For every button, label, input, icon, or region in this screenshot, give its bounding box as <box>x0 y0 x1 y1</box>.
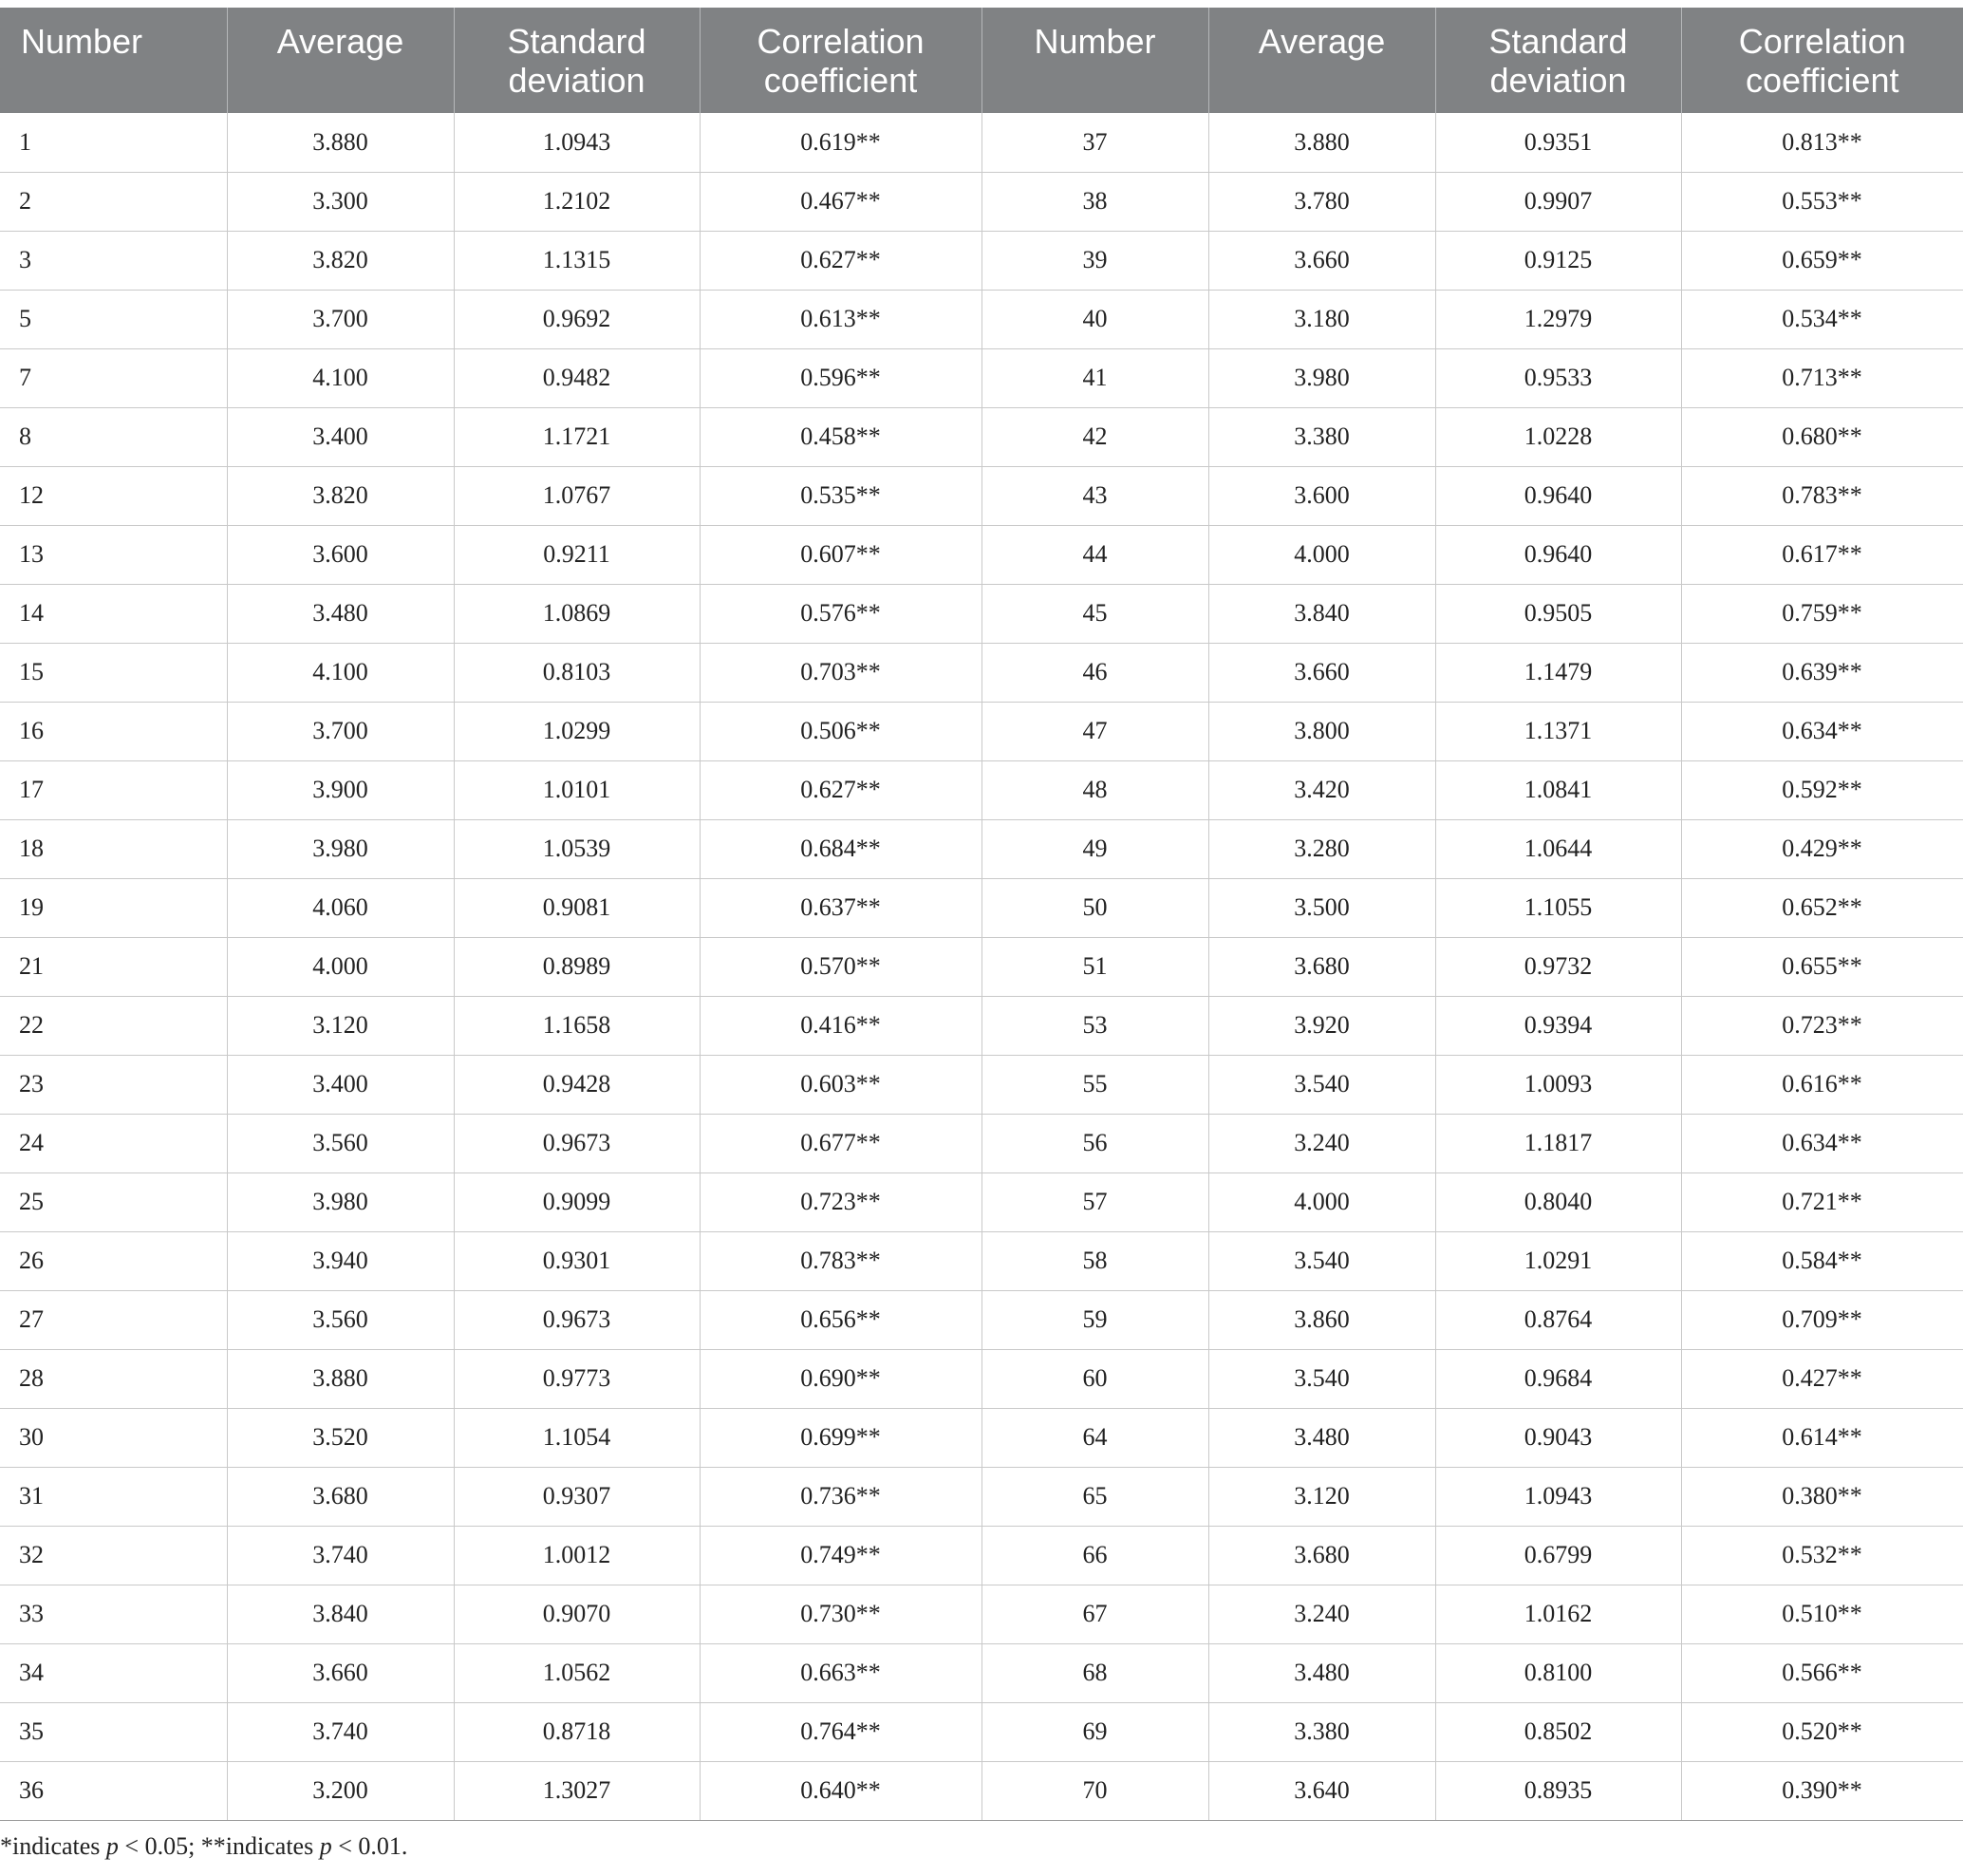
average-cell: 3.800 <box>1208 702 1435 760</box>
table-row <box>0 1467 1963 1526</box>
standard-deviation-cell: 1.1315 <box>454 231 700 290</box>
standard-deviation-cell: 0.9640 <box>1435 525 1681 584</box>
table-row <box>0 348 1963 407</box>
standard-deviation-cell: 0.9773 <box>454 1349 700 1408</box>
average-cell: 3.980 <box>227 1172 454 1231</box>
item-statistics-table <box>0 8 1963 1821</box>
average-cell: 3.120 <box>227 996 454 1055</box>
table-row <box>0 1643 1963 1702</box>
correlation-coefficient-cell: 0.613** <box>700 290 982 348</box>
correlation-coefficient-cell: 0.723** <box>1681 996 1963 1055</box>
number-cell: 27 <box>0 1290 227 1349</box>
average-cell: 3.920 <box>1208 996 1435 1055</box>
standard-deviation-cell: 1.1371 <box>1435 702 1681 760</box>
correlation-coefficient-cell: 0.510** <box>1681 1585 1963 1643</box>
standard-deviation-cell: 1.1721 <box>454 407 700 466</box>
standard-deviation-cell: 1.0291 <box>1435 1231 1681 1290</box>
standard-deviation-cell: 0.9692 <box>454 290 700 348</box>
number-cell: 70 <box>982 1761 1208 1820</box>
table-row <box>0 584 1963 643</box>
average-cell: 3.380 <box>1208 407 1435 466</box>
table-row <box>0 819 1963 878</box>
average-cell: 3.120 <box>1208 1467 1435 1526</box>
standard-deviation-cell: 0.9070 <box>454 1585 700 1643</box>
number-cell: 32 <box>0 1526 227 1585</box>
number-cell: 24 <box>0 1114 227 1172</box>
average-cell: 4.100 <box>227 643 454 702</box>
standard-deviation-cell: 0.8718 <box>454 1702 700 1761</box>
average-cell: 3.240 <box>1208 1114 1435 1172</box>
correlation-coefficient-cell: 0.584** <box>1681 1231 1963 1290</box>
table-row <box>0 231 1963 290</box>
number-cell: 39 <box>982 231 1208 290</box>
number-cell: 48 <box>982 760 1208 819</box>
number-cell: 64 <box>982 1408 1208 1467</box>
average-cell: 3.420 <box>1208 760 1435 819</box>
number-cell: 26 <box>0 1231 227 1290</box>
correlation-coefficient-cell: 0.723** <box>700 1172 982 1231</box>
table-row <box>0 643 1963 702</box>
correlation-coefficient-cell: 0.713** <box>1681 348 1963 407</box>
number-cell: 56 <box>982 1114 1208 1172</box>
correlation-coefficient-cell: 0.596** <box>700 348 982 407</box>
average-cell: 3.820 <box>227 231 454 290</box>
average-cell: 3.660 <box>1208 643 1435 702</box>
average-cell: 4.000 <box>1208 525 1435 584</box>
table-row <box>0 290 1963 348</box>
standard-deviation-cell: 0.9684 <box>1435 1349 1681 1408</box>
number-cell: 47 <box>982 702 1208 760</box>
correlation-coefficient-cell: 0.616** <box>1681 1055 1963 1114</box>
correlation-coefficient-cell: 0.663** <box>700 1643 982 1702</box>
number-cell: 53 <box>982 996 1208 1055</box>
standard-deviation-cell: 1.0644 <box>1435 819 1681 878</box>
standard-deviation-cell: 1.0943 <box>454 113 700 172</box>
average-cell: 3.180 <box>1208 290 1435 348</box>
standard-deviation-cell: 1.0299 <box>454 702 700 760</box>
standard-deviation-cell: 1.2102 <box>454 172 700 231</box>
standard-deviation-cell: 1.0767 <box>454 466 700 525</box>
number-cell: 2 <box>0 172 227 231</box>
table-row <box>0 702 1963 760</box>
table-row <box>0 1408 1963 1467</box>
standard-deviation-cell: 0.9482 <box>454 348 700 407</box>
header-average-left: Average <box>227 8 454 113</box>
correlation-coefficient-cell: 0.570** <box>700 937 982 996</box>
average-cell: 3.880 <box>227 1349 454 1408</box>
standard-deviation-cell: 0.8100 <box>1435 1643 1681 1702</box>
correlation-coefficient-cell: 0.429** <box>1681 819 1963 878</box>
correlation-coefficient-cell: 0.655** <box>1681 937 1963 996</box>
correlation-coefficient-cell: 0.576** <box>700 584 982 643</box>
standard-deviation-cell: 0.9099 <box>454 1172 700 1231</box>
correlation-coefficient-cell: 0.458** <box>700 407 982 466</box>
number-cell: 13 <box>0 525 227 584</box>
correlation-coefficient-cell: 0.783** <box>700 1231 982 1290</box>
number-cell: 33 <box>0 1585 227 1643</box>
standard-deviation-cell: 0.8103 <box>454 643 700 702</box>
table-row <box>0 1702 1963 1761</box>
correlation-coefficient-cell: 0.659** <box>1681 231 1963 290</box>
standard-deviation-cell: 0.9043 <box>1435 1408 1681 1467</box>
average-cell: 3.700 <box>227 290 454 348</box>
average-cell: 3.840 <box>227 1585 454 1643</box>
standard-deviation-cell: 0.9428 <box>454 1055 700 1114</box>
number-cell: 18 <box>0 819 227 878</box>
table-row <box>0 1055 1963 1114</box>
number-cell: 34 <box>0 1643 227 1702</box>
standard-deviation-cell: 1.1479 <box>1435 643 1681 702</box>
header-standard-deviation-left: Standard deviation <box>454 8 700 113</box>
number-cell: 66 <box>982 1526 1208 1585</box>
standard-deviation-cell: 0.9907 <box>1435 172 1681 231</box>
correlation-coefficient-cell: 0.416** <box>700 996 982 1055</box>
header-correlation-coefficient-left: Correlation coefficient <box>700 8 982 113</box>
correlation-coefficient-cell: 0.709** <box>1681 1290 1963 1349</box>
table-row <box>0 996 1963 1055</box>
average-cell: 3.480 <box>1208 1408 1435 1467</box>
standard-deviation-cell: 1.1817 <box>1435 1114 1681 1172</box>
average-cell: 3.880 <box>227 113 454 172</box>
table-row <box>0 760 1963 819</box>
correlation-coefficient-cell: 0.637** <box>700 878 982 937</box>
table-row <box>0 1761 1963 1820</box>
footnote-p-symbol-2: p <box>319 1832 332 1860</box>
table-row <box>0 407 1963 466</box>
number-cell: 21 <box>0 937 227 996</box>
average-cell: 3.640 <box>1208 1761 1435 1820</box>
table-row <box>0 466 1963 525</box>
average-cell: 3.700 <box>227 702 454 760</box>
correlation-coefficient-cell: 0.566** <box>1681 1643 1963 1702</box>
standard-deviation-cell: 0.6799 <box>1435 1526 1681 1585</box>
standard-deviation-cell: 0.9533 <box>1435 348 1681 407</box>
average-cell: 4.100 <box>227 348 454 407</box>
table-row <box>0 878 1963 937</box>
number-cell: 15 <box>0 643 227 702</box>
footnote-p-symbol-1: p <box>105 1832 119 1860</box>
standard-deviation-cell: 1.0943 <box>1435 1467 1681 1526</box>
average-cell: 3.600 <box>1208 466 1435 525</box>
correlation-coefficient-cell: 0.684** <box>700 819 982 878</box>
correlation-coefficient-cell: 0.535** <box>700 466 982 525</box>
average-cell: 3.860 <box>1208 1290 1435 1349</box>
number-cell: 12 <box>0 466 227 525</box>
correlation-coefficient-cell: 0.627** <box>700 760 982 819</box>
correlation-coefficient-cell: 0.617** <box>1681 525 1963 584</box>
correlation-coefficient-cell: 0.520** <box>1681 1702 1963 1761</box>
number-cell: 31 <box>0 1467 227 1526</box>
number-cell: 36 <box>0 1761 227 1820</box>
correlation-coefficient-cell: 0.532** <box>1681 1526 1963 1585</box>
correlation-coefficient-cell: 0.506** <box>700 702 982 760</box>
standard-deviation-cell: 0.9211 <box>454 525 700 584</box>
number-cell: 19 <box>0 878 227 937</box>
correlation-coefficient-cell: 0.467** <box>700 172 982 231</box>
number-cell: 44 <box>982 525 1208 584</box>
standard-deviation-cell: 0.9732 <box>1435 937 1681 996</box>
average-cell: 3.380 <box>1208 1702 1435 1761</box>
number-cell: 58 <box>982 1231 1208 1290</box>
correlation-coefficient-cell: 0.736** <box>700 1467 982 1526</box>
correlation-coefficient-cell: 0.534** <box>1681 290 1963 348</box>
standard-deviation-cell: 1.1658 <box>454 996 700 1055</box>
standard-deviation-cell: 0.9640 <box>1435 466 1681 525</box>
number-cell: 7 <box>0 348 227 407</box>
table-body <box>0 113 1963 1820</box>
number-cell: 14 <box>0 584 227 643</box>
correlation-coefficient-cell: 0.592** <box>1681 760 1963 819</box>
correlation-coefficient-cell: 0.380** <box>1681 1467 1963 1526</box>
table-row <box>0 1349 1963 1408</box>
table-row <box>0 1231 1963 1290</box>
standard-deviation-cell: 1.0841 <box>1435 760 1681 819</box>
footnote-text-3: < 0.01. <box>331 1832 408 1860</box>
standard-deviation-cell: 0.9301 <box>454 1231 700 1290</box>
standard-deviation-cell: 1.0162 <box>1435 1585 1681 1643</box>
table-row <box>0 525 1963 584</box>
table-footnote <box>0 1832 407 1861</box>
table-header <box>0 8 1963 113</box>
correlation-coefficient-cell: 0.656** <box>700 1290 982 1349</box>
standard-deviation-cell: 0.9081 <box>454 878 700 937</box>
header-row <box>0 8 1963 113</box>
correlation-coefficient-cell: 0.699** <box>700 1408 982 1467</box>
number-cell: 51 <box>982 937 1208 996</box>
number-cell: 16 <box>0 702 227 760</box>
average-cell: 3.480 <box>1208 1643 1435 1702</box>
average-cell: 3.540 <box>1208 1349 1435 1408</box>
average-cell: 3.780 <box>1208 172 1435 231</box>
average-cell: 3.240 <box>1208 1585 1435 1643</box>
standard-deviation-cell: 0.8764 <box>1435 1290 1681 1349</box>
standard-deviation-cell: 1.3027 <box>454 1761 700 1820</box>
number-cell: 5 <box>0 290 227 348</box>
average-cell: 3.560 <box>227 1114 454 1172</box>
number-cell: 25 <box>0 1172 227 1231</box>
standard-deviation-cell: 1.0539 <box>454 819 700 878</box>
correlation-coefficient-cell: 0.690** <box>700 1349 982 1408</box>
footnote-text-2: < 0.05; **indicates <box>118 1832 320 1860</box>
number-cell: 55 <box>982 1055 1208 1114</box>
correlation-coefficient-cell: 0.640** <box>700 1761 982 1820</box>
number-cell: 8 <box>0 407 227 466</box>
correlation-coefficient-cell: 0.677** <box>700 1114 982 1172</box>
header-correlation-coefficient-right: Correlation coefficient <box>1681 8 1963 113</box>
average-cell: 3.840 <box>1208 584 1435 643</box>
correlation-coefficient-cell: 0.721** <box>1681 1172 1963 1231</box>
number-cell: 23 <box>0 1055 227 1114</box>
number-cell: 17 <box>0 760 227 819</box>
number-cell: 1 <box>0 113 227 172</box>
average-cell: 3.980 <box>227 819 454 878</box>
header-average-right: Average <box>1208 8 1435 113</box>
table-row <box>0 1172 1963 1231</box>
average-cell: 3.300 <box>227 172 454 231</box>
statistics-table-container <box>0 8 1963 1821</box>
correlation-coefficient-cell: 0.390** <box>1681 1761 1963 1820</box>
footnote-text-1: *indicates <box>0 1832 106 1860</box>
number-cell: 43 <box>982 466 1208 525</box>
average-cell: 3.520 <box>227 1408 454 1467</box>
header-number-right: Number <box>982 8 1208 113</box>
number-cell: 60 <box>982 1349 1208 1408</box>
average-cell: 3.500 <box>1208 878 1435 937</box>
number-cell: 69 <box>982 1702 1208 1761</box>
correlation-coefficient-cell: 0.703** <box>700 643 982 702</box>
table-row <box>0 1526 1963 1585</box>
number-cell: 35 <box>0 1702 227 1761</box>
number-cell: 68 <box>982 1643 1208 1702</box>
correlation-coefficient-cell: 0.427** <box>1681 1349 1963 1408</box>
number-cell: 40 <box>982 290 1208 348</box>
standard-deviation-cell: 1.0012 <box>454 1526 700 1585</box>
header-number-left: Number <box>0 8 227 113</box>
standard-deviation-cell: 0.9307 <box>454 1467 700 1526</box>
number-cell: 3 <box>0 231 227 290</box>
number-cell: 65 <box>982 1467 1208 1526</box>
standard-deviation-cell: 1.2979 <box>1435 290 1681 348</box>
correlation-coefficient-cell: 0.730** <box>700 1585 982 1643</box>
standard-deviation-cell: 0.9351 <box>1435 113 1681 172</box>
header-standard-deviation-right: Standard deviation <box>1435 8 1681 113</box>
average-cell: 3.980 <box>1208 348 1435 407</box>
correlation-coefficient-cell: 0.680** <box>1681 407 1963 466</box>
standard-deviation-cell: 1.0228 <box>1435 407 1681 466</box>
correlation-coefficient-cell: 0.634** <box>1681 702 1963 760</box>
average-cell: 3.540 <box>1208 1055 1435 1114</box>
number-cell: 59 <box>982 1290 1208 1349</box>
average-cell: 3.940 <box>227 1231 454 1290</box>
correlation-coefficient-cell: 0.627** <box>700 231 982 290</box>
average-cell: 3.740 <box>227 1702 454 1761</box>
average-cell: 3.200 <box>227 1761 454 1820</box>
table-row <box>0 113 1963 172</box>
correlation-coefficient-cell: 0.639** <box>1681 643 1963 702</box>
correlation-coefficient-cell: 0.749** <box>700 1526 982 1585</box>
number-cell: 50 <box>982 878 1208 937</box>
correlation-coefficient-cell: 0.634** <box>1681 1114 1963 1172</box>
average-cell: 4.000 <box>1208 1172 1435 1231</box>
standard-deviation-cell: 1.0869 <box>454 584 700 643</box>
number-cell: 46 <box>982 643 1208 702</box>
standard-deviation-cell: 0.9673 <box>454 1114 700 1172</box>
average-cell: 3.680 <box>227 1467 454 1526</box>
table-row <box>0 172 1963 231</box>
average-cell: 3.900 <box>227 760 454 819</box>
average-cell: 3.600 <box>227 525 454 584</box>
correlation-coefficient-cell: 0.764** <box>700 1702 982 1761</box>
average-cell: 3.660 <box>1208 231 1435 290</box>
average-cell: 3.540 <box>1208 1231 1435 1290</box>
correlation-coefficient-cell: 0.652** <box>1681 878 1963 937</box>
standard-deviation-cell: 0.9505 <box>1435 584 1681 643</box>
average-cell: 3.400 <box>227 1055 454 1114</box>
table-row <box>0 1585 1963 1643</box>
correlation-coefficient-cell: 0.603** <box>700 1055 982 1114</box>
average-cell: 3.740 <box>227 1526 454 1585</box>
number-cell: 30 <box>0 1408 227 1467</box>
number-cell: 49 <box>982 819 1208 878</box>
average-cell: 4.000 <box>227 937 454 996</box>
table-row <box>0 1114 1963 1172</box>
standard-deviation-cell: 0.8989 <box>454 937 700 996</box>
average-cell: 3.280 <box>1208 819 1435 878</box>
number-cell: 41 <box>982 348 1208 407</box>
number-cell: 22 <box>0 996 227 1055</box>
number-cell: 42 <box>982 407 1208 466</box>
standard-deviation-cell: 1.1054 <box>454 1408 700 1467</box>
average-cell: 3.560 <box>227 1290 454 1349</box>
standard-deviation-cell: 0.8040 <box>1435 1172 1681 1231</box>
number-cell: 38 <box>982 172 1208 231</box>
standard-deviation-cell: 0.9673 <box>454 1290 700 1349</box>
number-cell: 37 <box>982 113 1208 172</box>
correlation-coefficient-cell: 0.553** <box>1681 172 1963 231</box>
average-cell: 3.680 <box>1208 1526 1435 1585</box>
average-cell: 4.060 <box>227 878 454 937</box>
correlation-coefficient-cell: 0.607** <box>700 525 982 584</box>
number-cell: 67 <box>982 1585 1208 1643</box>
number-cell: 28 <box>0 1349 227 1408</box>
average-cell: 3.820 <box>227 466 454 525</box>
correlation-coefficient-cell: 0.783** <box>1681 466 1963 525</box>
average-cell: 3.880 <box>1208 113 1435 172</box>
average-cell: 3.680 <box>1208 937 1435 996</box>
average-cell: 3.660 <box>227 1643 454 1702</box>
standard-deviation-cell: 1.1055 <box>1435 878 1681 937</box>
standard-deviation-cell: 1.0101 <box>454 760 700 819</box>
standard-deviation-cell: 0.8502 <box>1435 1702 1681 1761</box>
correlation-coefficient-cell: 0.813** <box>1681 113 1963 172</box>
table-row <box>0 1290 1963 1349</box>
standard-deviation-cell: 0.9394 <box>1435 996 1681 1055</box>
correlation-coefficient-cell: 0.619** <box>700 113 982 172</box>
standard-deviation-cell: 1.0093 <box>1435 1055 1681 1114</box>
correlation-coefficient-cell: 0.759** <box>1681 584 1963 643</box>
table-row <box>0 937 1963 996</box>
average-cell: 3.400 <box>227 407 454 466</box>
number-cell: 57 <box>982 1172 1208 1231</box>
standard-deviation-cell: 1.0562 <box>454 1643 700 1702</box>
standard-deviation-cell: 0.9125 <box>1435 231 1681 290</box>
correlation-coefficient-cell: 0.614** <box>1681 1408 1963 1467</box>
average-cell: 3.480 <box>227 584 454 643</box>
standard-deviation-cell: 0.8935 <box>1435 1761 1681 1820</box>
number-cell: 45 <box>982 584 1208 643</box>
